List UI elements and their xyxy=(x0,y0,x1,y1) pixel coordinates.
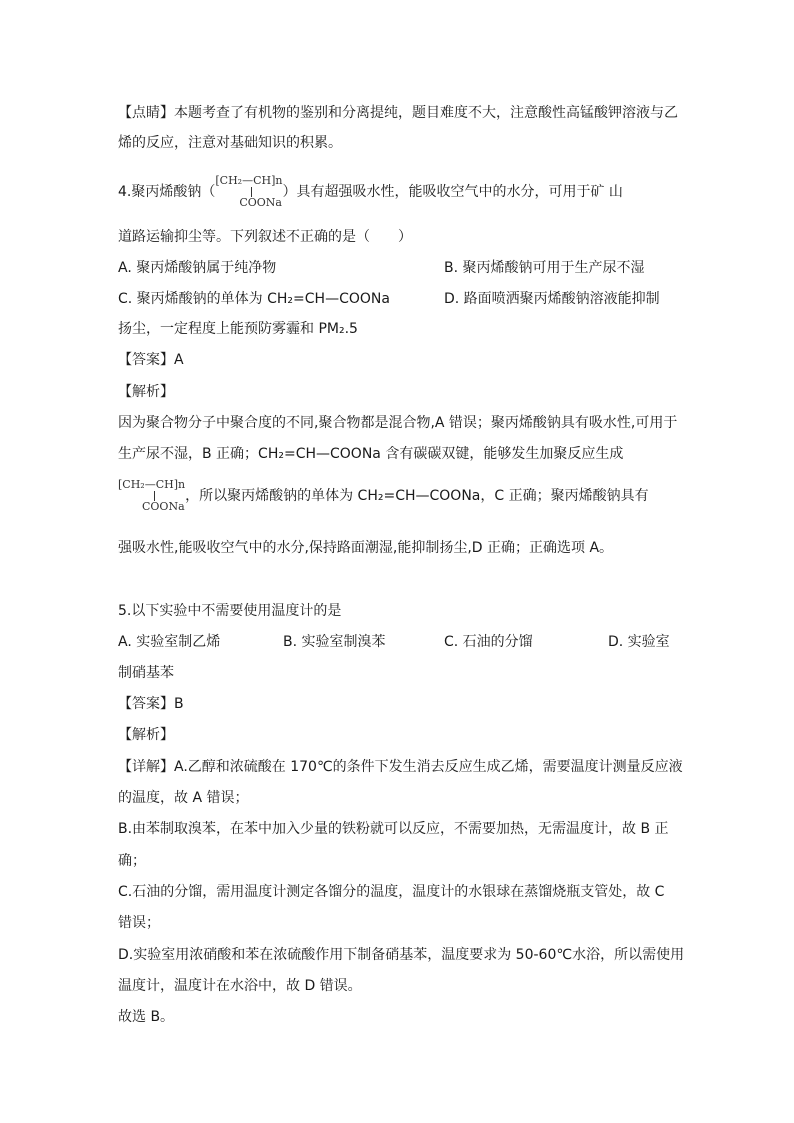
q4-analysis-line-4: 强吸水性,能吸收空气中的水分,保持路面潮湿,能抑制扬尘,D 正确；正确选项 A。 xyxy=(118,540,614,556)
q5-detail-line-5: C.石油的分馏，需用温度计测定各馏分的温度，温度计的水银球在蒸馏烧瓶支管处，故 C xyxy=(118,884,665,900)
polymer-structure-2 xyxy=(118,479,185,513)
q4-option-a: A. 聚丙烯酸钠属于纯净物 xyxy=(118,260,277,276)
q4-stem-pre: 4.聚丙烯酸钠（ xyxy=(118,184,216,200)
q4-analysis-title: 【解析】 xyxy=(118,384,174,400)
q4-stem xyxy=(118,172,678,212)
q4-analysis-line-3 xyxy=(118,476,678,516)
q5-answer: 【答案】B xyxy=(118,696,184,712)
q5-option-d-continued: 制硝基苯 xyxy=(118,665,174,681)
polymer-structure-top: [CH₂—CH]n xyxy=(215,174,283,187)
q4-stem-post: ）具有超强吸水性，能吸收空气中的水分，可用于矿 山 xyxy=(282,184,623,200)
q5-detail-line-3: B.由苯制取溴苯，在苯中加入少量的铁粉就可以反应，不需要加热，无需温度计，故 B 正 xyxy=(118,821,669,837)
q5-option-b: B. 实验室制溴苯 xyxy=(283,634,386,650)
q5-option-c: C. 石油的分馏 xyxy=(444,634,533,650)
q5-detail-line-4: 确； xyxy=(118,853,146,869)
q4-analysis-line-2: 生产尿不湿，B 正确；CH₂=CH—COONa 含有碳碳双键，能够发生加聚反应生成 xyxy=(118,446,624,462)
q5-analysis-title: 【解析】 xyxy=(118,727,174,743)
q5-detail-line-1: 【详解】A.乙醇和浓硫酸在 170℃的条件下发生消去反应生成乙烯，需要温度计测量反应液 xyxy=(118,759,683,775)
q5-detail-line-8: 温度计，温度计在水浴中，故 D 错误。 xyxy=(118,978,362,994)
q4-option-b: B. 聚丙烯酸钠可用于生产尿不湿 xyxy=(444,260,645,276)
polymer-structure-2-top: [CH₂—CH]n xyxy=(118,478,186,491)
q4-option-d: D. 路面喷洒聚丙烯酸钠溶液能抑制 xyxy=(444,291,660,307)
polymer-structure-2-bottom: COONa xyxy=(142,500,185,513)
q5-option-d: D. 实验室 xyxy=(608,634,670,650)
polymer-structure xyxy=(215,175,282,209)
q4-stem-line-2: 道路运输抑尘等。下列叙述不正确的是（ ） xyxy=(118,229,412,245)
polymer-structure-bottom: COONa xyxy=(239,196,282,209)
q4-analysis-line-3-text: ，所以聚丙烯酸钠的单体为 CH₂=CH—COONa，C 正确；聚丙烯酸钠具有 xyxy=(185,488,649,504)
q5-detail-line-2: 的温度，故 A 错误； xyxy=(118,790,249,806)
dianjing-line-2: 烯的反应，注意对基础知识的积累。 xyxy=(118,135,342,151)
q5-detail-line-7: D.实验室用浓硝酸和苯在浓硫酸作用下制备硝基苯，温度要求为 50-60℃水浴，所以需使用 xyxy=(118,947,685,963)
q5-detail-line-6: 错误； xyxy=(118,915,160,931)
q4-option-d-continued: 扬尘，一定程度上能预防雾霾和 PM₂.5 xyxy=(118,321,358,337)
q5-stem: 5.以下实验中不需要使用温度计的是 xyxy=(118,603,342,619)
q4-answer: 【答案】A xyxy=(118,352,184,368)
q4-analysis-line-1: 因为聚合物分子中聚合度的不同,聚合物都是混合物,A 错误；聚丙烯酸钠具有吸水性,可用于 xyxy=(118,415,678,431)
q5-conclusion: 故选 B。 xyxy=(118,1009,175,1025)
dianjing-line-1: 【点睛】本题考查了有机物的鉴别和分离提纯，题目难度不大，注意酸性高锰酸钾溶液与乙 xyxy=(118,105,678,121)
q4-option-c: C. 聚丙烯酸钠的单体为 CH₂=CH—COONa xyxy=(118,291,390,307)
q5-option-a: A. 实验室制乙烯 xyxy=(118,634,221,650)
